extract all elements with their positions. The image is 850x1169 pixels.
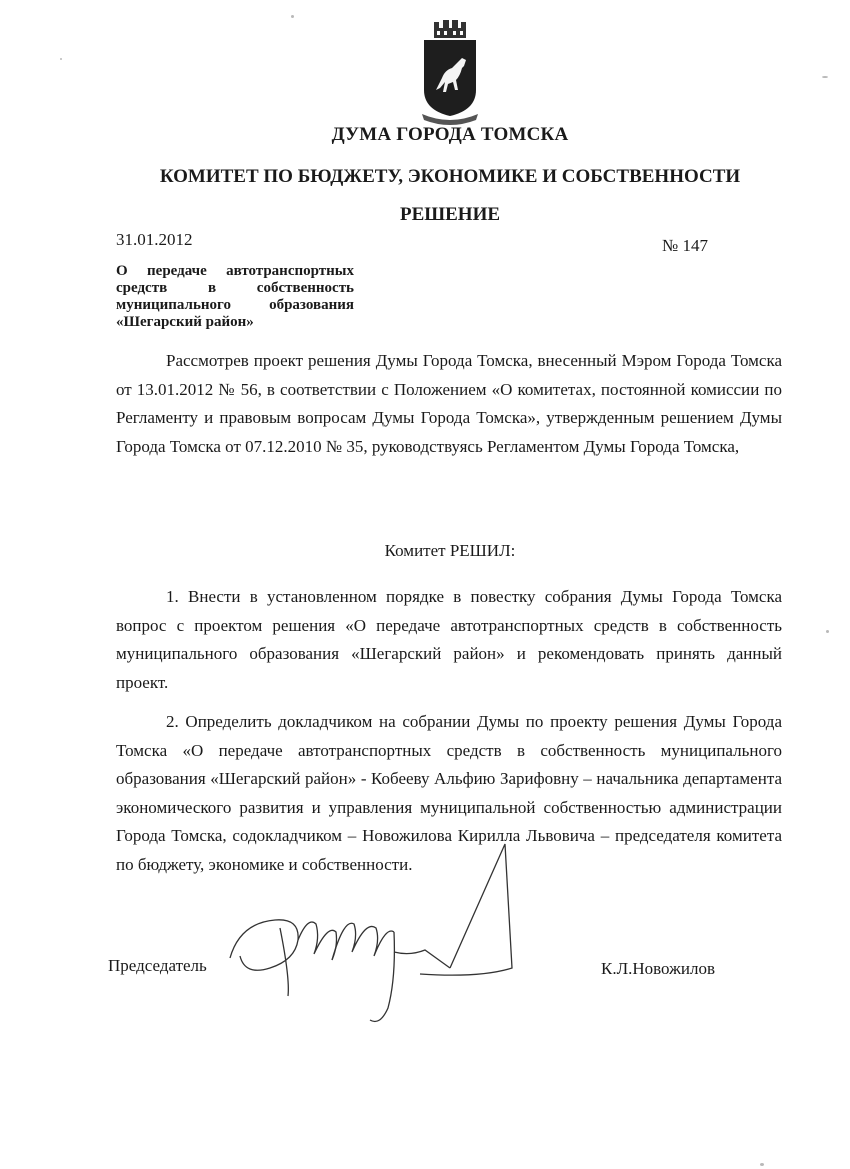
scan-speck (291, 15, 294, 18)
committee-title: КОМИТЕТ ПО БЮДЖЕТУ, ЭКОНОМИКЕ И СОБСТВЕННОСТИ (159, 166, 741, 187)
decision-date: 31.01.2012 (116, 230, 193, 249)
resolution-item-2: 2. Определить докладчиком на собрании Думы по проекту решения Думы Города Томска «О передаче автотранспортных средств в собственность муниципального образования «Шегарский район» - Кобееву Альфию Зарифовну – начальника департамента экономического развития и управления муниципальной собственностью администрации Города Томска, содокладчиком – Новожилова Кирилла Львовича – председателя комитета по бюджету, экономике и собственности. (116, 712, 782, 874)
resolution-item-1: 1. Внести в установленном порядке в повестку собрания Думы Города Томска вопрос с проектом решения «О передаче автотранспортных средств в собственность муниципального образования «Шегарский район» и рекомендовать принять данный проект. (116, 587, 782, 692)
document-type: РЕШЕНИЕ (399, 204, 501, 225)
scan-speck (60, 58, 62, 60)
scan-speck (822, 76, 828, 78)
decision-subject: О передаче автотранспортных средств в собственность муниципального образования «Шегарский район» (116, 263, 354, 330)
org-title: ДУМА ГОРОДА ТОМСКА (331, 124, 569, 145)
decision-number: № 147 (662, 236, 708, 255)
tomsk-coat-of-arms (412, 18, 488, 126)
scan-speck (826, 630, 829, 633)
scan-speck (760, 1163, 764, 1166)
signer-name: К.Л.Новожилов (601, 959, 715, 978)
preamble-paragraph: Рассмотрев проект решения Думы Города Томска, внесенный Мэром Города Томска от 13.01.2012 № 56, в соответствии с Положением «О комитетах, постоянной комиссии по Регламенту и правовым вопросам Думы Города Томска», утвержденным решением Думы Города Томска от 07.12.2010 № 35, руководствуясь Регламентом Думы Города Томска, (116, 351, 782, 456)
signer-title: Председатель (108, 956, 207, 975)
handwritten-signature (220, 828, 560, 1028)
committee-resolved: Комитет РЕШИЛ: (384, 541, 516, 560)
crown-icon (434, 20, 466, 38)
